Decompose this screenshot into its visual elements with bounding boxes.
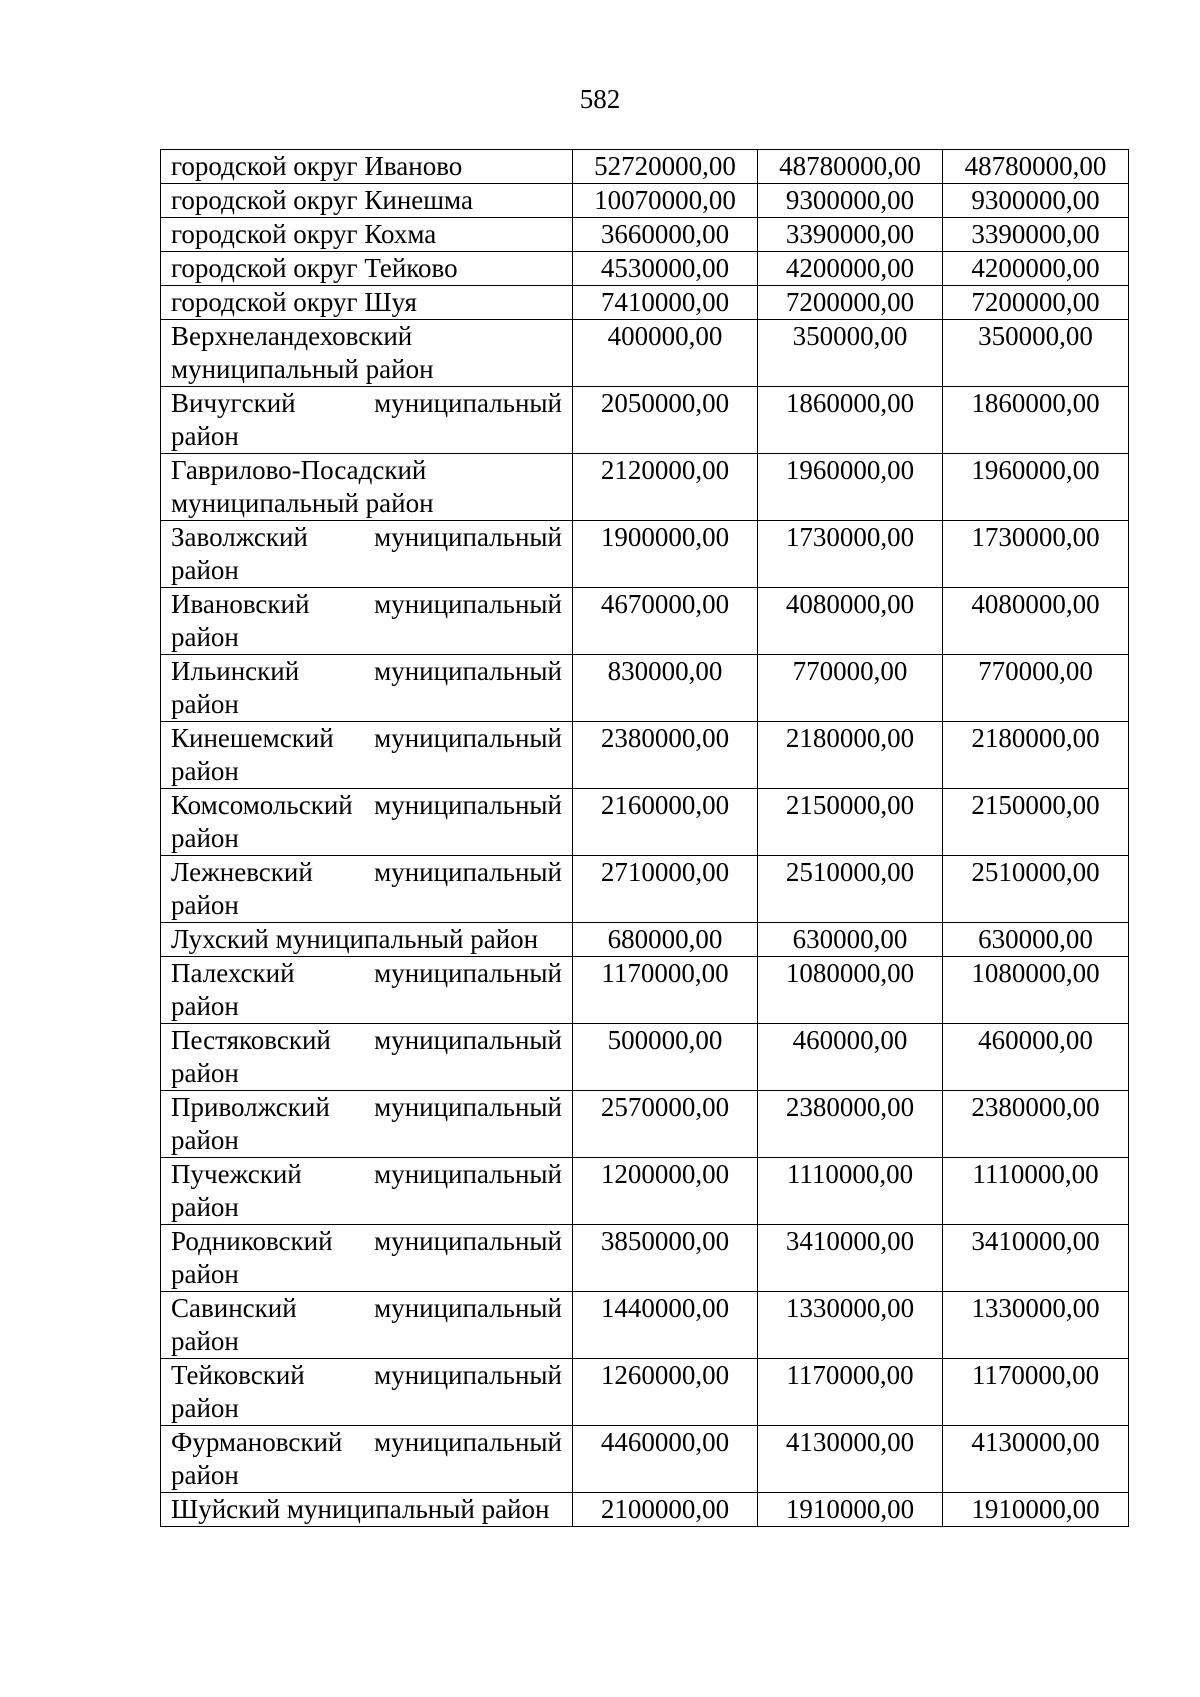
amount-year-3-cell: 3410000,00: [943, 1225, 1129, 1292]
amount-year-1-cell: 1900000,00: [573, 521, 758, 588]
amount-year-2-cell: 2150000,00: [758, 789, 943, 856]
amount-year-3-cell: 350000,00: [943, 320, 1129, 387]
municipality-name-cell: городской округ Шуя: [161, 286, 573, 320]
amount-year-1-cell: 2100000,00: [573, 1493, 758, 1527]
table-row: [161, 1359, 1129, 1426]
table-row: [161, 286, 1129, 320]
amount-year-2-cell: 2510000,00: [758, 856, 943, 923]
table-row: [161, 252, 1129, 286]
amount-year-3-cell: 630000,00: [943, 923, 1129, 957]
amount-year-3-cell: 3390000,00: [943, 218, 1129, 252]
table-row: [161, 856, 1129, 923]
table-row: [161, 1158, 1129, 1225]
amount-year-3-cell: 1330000,00: [943, 1292, 1129, 1359]
table-row: [161, 150, 1129, 184]
amount-year-2-cell: 1860000,00: [758, 387, 943, 454]
amount-year-3-cell: 1170000,00: [943, 1359, 1129, 1426]
amount-year-2-cell: 4130000,00: [758, 1426, 943, 1493]
amount-year-3-cell: 2180000,00: [943, 722, 1129, 789]
amount-year-1-cell: 1170000,00: [573, 957, 758, 1024]
table-row: [161, 588, 1129, 655]
table-row: [161, 1493, 1129, 1527]
amount-year-3-cell: 2150000,00: [943, 789, 1129, 856]
amount-year-1-cell: 2120000,00: [573, 454, 758, 521]
municipality-name-cell: Приволжский муниципальный район: [161, 1091, 573, 1158]
amount-year-2-cell: 4200000,00: [758, 252, 943, 286]
municipality-name-cell: Кинешемский муниципальный район: [161, 722, 573, 789]
table-row: [161, 722, 1129, 789]
page-number: 582: [579, 84, 621, 114]
table-row: [161, 1426, 1129, 1493]
municipality-name-cell: городской округ Тейково: [161, 252, 573, 286]
amount-year-3-cell: 1730000,00: [943, 521, 1129, 588]
municipality-name-cell: городской округ Кохма: [161, 218, 573, 252]
amount-year-2-cell: 3410000,00: [758, 1225, 943, 1292]
amount-year-1-cell: 4460000,00: [573, 1426, 758, 1493]
amount-year-2-cell: 1330000,00: [758, 1292, 943, 1359]
amount-year-2-cell: 1080000,00: [758, 957, 943, 1024]
table-row: [161, 1091, 1129, 1158]
amount-year-1-cell: 2050000,00: [573, 387, 758, 454]
municipality-name-cell: Комсомольский муниципальный район: [161, 789, 573, 856]
table-row: [161, 184, 1129, 218]
municipality-name-cell: Савинский муниципальный район: [161, 1292, 573, 1359]
amount-year-2-cell: 2380000,00: [758, 1091, 943, 1158]
amount-year-1-cell: 1200000,00: [573, 1158, 758, 1225]
table-body: [161, 150, 1129, 1527]
table-row: [161, 387, 1129, 454]
amount-year-1-cell: 3850000,00: [573, 1225, 758, 1292]
amount-year-3-cell: 4080000,00: [943, 588, 1129, 655]
amount-year-1-cell: 500000,00: [573, 1024, 758, 1091]
table-row: [161, 454, 1129, 521]
table-row: [161, 789, 1129, 856]
amount-year-2-cell: 1110000,00: [758, 1158, 943, 1225]
table-row: [161, 923, 1129, 957]
amount-year-1-cell: 2380000,00: [573, 722, 758, 789]
amount-year-2-cell: 48780000,00: [758, 150, 943, 184]
municipality-name-cell: Тейковский муниципальный район: [161, 1359, 573, 1426]
table-row: [161, 1024, 1129, 1091]
municipality-name-cell: Заволжский муниципальный район: [161, 521, 573, 588]
amount-year-3-cell: 1960000,00: [943, 454, 1129, 521]
amount-year-3-cell: 460000,00: [943, 1024, 1129, 1091]
municipality-name-cell: городской округ Иваново: [161, 150, 573, 184]
amount-year-1-cell: 4530000,00: [573, 252, 758, 286]
table-row: [161, 655, 1129, 722]
amount-year-3-cell: 770000,00: [943, 655, 1129, 722]
amount-year-1-cell: 2160000,00: [573, 789, 758, 856]
amount-year-3-cell: 4200000,00: [943, 252, 1129, 286]
amount-year-1-cell: 7410000,00: [573, 286, 758, 320]
amount-year-3-cell: 48780000,00: [943, 150, 1129, 184]
municipality-name-cell: Лежневский муниципальный район: [161, 856, 573, 923]
amount-year-2-cell: 1730000,00: [758, 521, 943, 588]
table-row: [161, 1292, 1129, 1359]
amount-year-1-cell: 400000,00: [573, 320, 758, 387]
municipality-name-cell: Родниковский муниципальный район: [161, 1225, 573, 1292]
amount-year-3-cell: 9300000,00: [943, 184, 1129, 218]
municipality-name-cell: Шуйский муниципальный район: [161, 1493, 573, 1527]
table-row: [161, 218, 1129, 252]
municipality-name-cell: городской округ Кинешма: [161, 184, 573, 218]
amount-year-1-cell: 830000,00: [573, 655, 758, 722]
municipality-name-cell: Лухский муниципальный район: [161, 923, 573, 957]
amount-year-2-cell: 4080000,00: [758, 588, 943, 655]
amount-year-1-cell: 4670000,00: [573, 588, 758, 655]
amount-year-3-cell: 1860000,00: [943, 387, 1129, 454]
amount-year-3-cell: 7200000,00: [943, 286, 1129, 320]
amount-year-2-cell: 460000,00: [758, 1024, 943, 1091]
amount-year-1-cell: 1260000,00: [573, 1359, 758, 1426]
amount-year-1-cell: 3660000,00: [573, 218, 758, 252]
amount-year-3-cell: 2380000,00: [943, 1091, 1129, 1158]
amount-year-3-cell: 1910000,00: [943, 1493, 1129, 1527]
budget-allocation-table: [160, 149, 1129, 1527]
municipality-name-cell: Гаврилово-Посадский муниципальный район: [161, 454, 573, 521]
amount-year-3-cell: 1110000,00: [943, 1158, 1129, 1225]
table-row: [161, 320, 1129, 387]
amount-year-1-cell: 680000,00: [573, 923, 758, 957]
table-row: [161, 521, 1129, 588]
municipality-name-cell: Верхнеландеховский муниципальный район: [161, 320, 573, 387]
amount-year-1-cell: 10070000,00: [573, 184, 758, 218]
amount-year-3-cell: 2510000,00: [943, 856, 1129, 923]
amount-year-2-cell: 7200000,00: [758, 286, 943, 320]
amount-year-3-cell: 4130000,00: [943, 1426, 1129, 1493]
amount-year-3-cell: 1080000,00: [943, 957, 1129, 1024]
municipality-name-cell: Пестяковский муниципальный район: [161, 1024, 573, 1091]
amount-year-2-cell: 1960000,00: [758, 454, 943, 521]
municipality-name-cell: Фурмановский муниципальный район: [161, 1426, 573, 1493]
amount-year-2-cell: 630000,00: [758, 923, 943, 957]
amount-year-1-cell: 2570000,00: [573, 1091, 758, 1158]
amount-year-2-cell: 1910000,00: [758, 1493, 943, 1527]
table-row: [161, 1225, 1129, 1292]
table-row: [161, 957, 1129, 1024]
municipality-name-cell: Ильинский муниципальный район: [161, 655, 573, 722]
municipality-name-cell: Пучежский муниципальный район: [161, 1158, 573, 1225]
municipality-name-cell: Ивановский муниципальный район: [161, 588, 573, 655]
amount-year-2-cell: 3390000,00: [758, 218, 943, 252]
municipality-name-cell: Палехский муниципальный район: [161, 957, 573, 1024]
municipality-name-cell: Вичугский муниципальный район: [161, 387, 573, 454]
amount-year-1-cell: 52720000,00: [573, 150, 758, 184]
amount-year-2-cell: 9300000,00: [758, 184, 943, 218]
amount-year-2-cell: 350000,00: [758, 320, 943, 387]
amount-year-1-cell: 2710000,00: [573, 856, 758, 923]
amount-year-2-cell: 1170000,00: [758, 1359, 943, 1426]
amount-year-1-cell: 1440000,00: [573, 1292, 758, 1359]
amount-year-2-cell: 2180000,00: [758, 722, 943, 789]
amount-year-2-cell: 770000,00: [758, 655, 943, 722]
